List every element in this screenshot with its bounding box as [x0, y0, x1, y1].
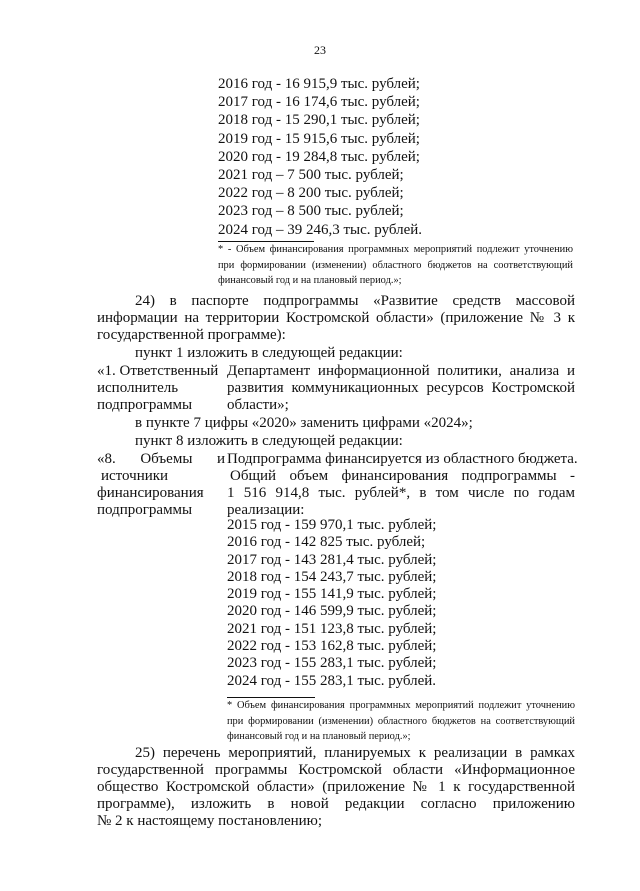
item-24-point-7: в пункте 7 цифры «2020» заменить цифрами «2024»; — [135, 415, 473, 431]
year-line: 2017 год - 16 174,6 тыс. рублей; — [218, 94, 420, 111]
row-1-right-line: области»; — [227, 397, 289, 413]
item-24-point-8: пункт 8 изложить в следующей редакции: — [135, 433, 403, 449]
item-25-line: 25) перечень мероприятий, планируемых к реализации в рамках — [135, 745, 575, 761]
row-8-left-line: источники — [101, 468, 169, 484]
row-8-right-first: Подпрограмма финансируется из областного бюджета. — [227, 451, 578, 467]
footnote-top: * - Объем финансирования программных мероприятий подлежит уточнению при формировании (изменении) областного бюджетов на соответствующий финансовый год и на плановый период.»; — [218, 244, 573, 286]
year-line: 2021 год – 7 500 тыс. рублей; — [218, 166, 404, 183]
row-8-left-line: финансирования — [97, 485, 204, 501]
row-8-left-line: «8. Объемы и — [97, 451, 225, 467]
row-1-right — [227, 363, 575, 414]
row-8-right-line: реализации: — [227, 502, 305, 518]
year-line: 2021 год - 151 123,8 тыс. рублей; — [227, 620, 437, 637]
year-line: 2018 год - 15 290,1 тыс. рублей; — [218, 112, 420, 129]
year-line: 2015 год - 159 970,1 тыс. рублей; — [227, 517, 437, 533]
year-line: 2022 год - 153 162,8 тыс. рублей; — [227, 638, 437, 655]
item-24-point-1: пункт 1 изложить в следующей редакции: — [135, 345, 403, 361]
row-1-right-line: Департамент информационной политики, анализа и — [227, 363, 575, 379]
year-line: 2019 год - 155 141,9 тыс. рублей; — [227, 586, 437, 603]
year-line: 2019 год - 15 915,6 тыс. рублей; — [218, 130, 420, 147]
year-line: 2017 год - 143 281,4 тыс. рублей; — [227, 551, 437, 568]
year-line: 2024 год – 39 246,3 тыс. рублей. — [218, 221, 423, 238]
item-25-line: государственной программы Костромской области «Информационное — [97, 762, 575, 778]
year-line: 2020 год - 19 284,8 тыс. рублей; — [218, 148, 420, 165]
year-line: 2022 год – 8 200 тыс. рублей; — [218, 185, 404, 202]
year-line: 2016 год - 142 825 тыс. рублей; — [227, 534, 426, 551]
item-24-paragraph — [97, 293, 575, 344]
item-24-line: 24) в паспорте подпрограммы «Развитие средств массовой — [135, 293, 575, 309]
years-list-top — [218, 75, 422, 239]
page-number: 23 — [314, 43, 326, 57]
row-8-right-line: Общий объем финансирования подпрограммы - — [230, 468, 575, 484]
row-1-right-line: развития коммуникационных ресурсов Костромской — [227, 380, 575, 396]
item-25-line: № 2 к настоящему постановлению; — [97, 813, 323, 829]
row-1-left-line: исполнитель — [97, 380, 179, 396]
year-line: 2023 год - 155 283,1 тыс. рублей; — [227, 655, 437, 672]
year-line: 2024 год - 155 283,1 тыс. рублей. — [227, 672, 437, 689]
year-line: 2016 год - 16 915,9 тыс. рублей; — [218, 76, 420, 92]
year-line: 2023 год – 8 500 тыс. рублей; — [218, 203, 404, 220]
year-line: 2018 год - 154 243,7 тыс. рублей; — [227, 568, 437, 585]
footnote-row-8: * Объем финансирования программных мероприятий подлежит уточнению при формировании (изменении) областного бюджетов на соответствующий финансовый год и на плановый период.»; — [227, 700, 575, 742]
row-8-left — [97, 451, 225, 519]
row-8-left-line: подпрограммы — [97, 502, 193, 518]
item-25-line: общество Костромской области» (приложение № 1 к государственной — [97, 779, 575, 795]
item-25-paragraph — [97, 745, 575, 830]
item-25-line: программе), изложить в новой редакции согласно приложению — [97, 796, 575, 812]
year-line: 2020 год - 146 599,9 тыс. рублей; — [227, 603, 437, 620]
item-24-line: государственной программе): — [97, 327, 286, 343]
row-8-right — [227, 468, 575, 519]
years-list-row-8 — [227, 517, 436, 690]
item-24-line: информации на территории Костромской области» (приложение № 3 к — [97, 310, 575, 326]
row-1-left-line: подпрограммы — [97, 397, 193, 413]
row-1-left-line: «1. Ответственный — [97, 363, 219, 379]
row-1-left — [97, 363, 225, 414]
row-8-right-line: 1 516 914,8 тыс. рублей*, в том числе по годам — [227, 485, 575, 501]
